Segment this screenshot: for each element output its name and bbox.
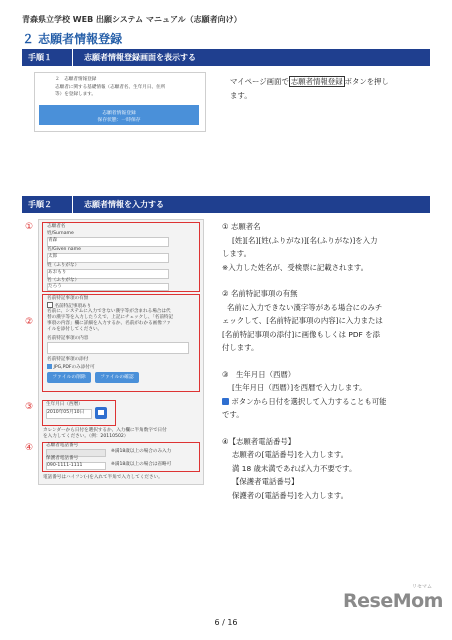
desc3-line2-row [222, 395, 434, 409]
sei-input[interactable]: 青森 [47, 237, 169, 247]
birth-label: 生年月日（西暦） [46, 402, 83, 407]
desc4-line1: 志願者の[電話番号]を入力します。 [232, 450, 349, 459]
name-label: 志願者名 [47, 224, 66, 229]
register-button-sample[interactable] [39, 105, 199, 125]
desc1-line2: します。 [222, 249, 251, 258]
attach-label: 名前特記事項の添付 [47, 357, 89, 362]
document-header: 青森県立学校 WEB 出願システム マニュアル（志願者向け） [22, 15, 242, 24]
guardian-tel-input[interactable]: 090-1111-1111 [46, 462, 106, 470]
step-divider [72, 49, 73, 66]
desc1-line3: ※入力した姓名が、受検票に記載されます。 [222, 262, 369, 272]
step-divider [72, 196, 73, 213]
step2-bar [22, 196, 430, 213]
calendar-button[interactable] [95, 407, 107, 419]
desc1-title: ① 志願者名 [222, 222, 261, 231]
desc2-line1: 名前に入力できない漢字等がある場合にのみチ [227, 302, 383, 312]
step1-bar [22, 49, 430, 66]
tel-hint: ※満18歳以上の場合のみ入力 [111, 449, 172, 454]
attach-hint: JPG,PDFのみ添付可 [53, 365, 95, 370]
desc2-title: ② 名前特記事項の有無 [222, 289, 298, 298]
special-content-label: 名前特記事項の内容 [47, 336, 89, 341]
step1-title: 志願者情報登録画面を表示する [84, 53, 196, 62]
section-title: ２ 志願者情報登録 [22, 32, 123, 46]
desc3-title: ③ 生年月日（西暦） [222, 369, 296, 379]
tel-label: 志願者電話番号 [46, 443, 79, 448]
step1-desc-line2: ます。 [230, 91, 252, 100]
special-content-input[interactable] [47, 342, 189, 354]
phone-footer-note: 電話番号はハイフン(-)を入れて半角で入力してください。 [43, 475, 163, 480]
desc2-line4: 付します。 [222, 343, 259, 352]
special-title: 名前特記事項の有無 [47, 296, 89, 301]
desc4-title: ④【志願者電話番号】 [222, 436, 296, 446]
mei-input[interactable]: 太郎 [47, 253, 169, 263]
special-checkbox-label: 名前特記事項あり [54, 304, 92, 309]
special-note-2: 替の漢字等を入力したうえで、上記にチェックし、「名前特記 [47, 315, 174, 320]
desc3-line1: [生年月日（西暦）]を西暦で入力します。 [232, 383, 367, 392]
sei-label: 姓/Surname [47, 231, 74, 236]
calendar-icon [98, 410, 104, 415]
step1-number: 手順１ [28, 53, 52, 62]
register-button-status: 保存状態：一時保存 [97, 118, 141, 123]
marker-4: ④ [25, 443, 34, 453]
step1-desc-pre: マイページ画面で [230, 77, 289, 86]
special-note-1: 名前に、システムに入力できない漢字等が含まれる場合は代 [47, 309, 171, 314]
birth-note-2: を入力してください。（例：20110502） [43, 434, 129, 439]
desc4-line4: 保護者の[電話番号]を入力します。 [232, 490, 349, 500]
desc1-line1: [姓][名][姓(ふりがな)][名(ふりがな)]を入力 [232, 235, 378, 245]
special-checkbox[interactable] [47, 302, 53, 308]
step1-screenshot [34, 72, 206, 132]
step2-title: 志願者情報を入力する [84, 200, 164, 209]
step1-desc-button: 志願者情報登録 [290, 77, 343, 86]
shot-heading: ２ 志願者情報登録 [55, 77, 97, 82]
resemom-ruby: リセマム [412, 584, 432, 590]
mei-label: 名/Given name [47, 247, 81, 252]
marker-2: ② [25, 317, 34, 327]
step2-form-screenshot [38, 219, 204, 485]
resemom-logo: ReseMom [343, 590, 443, 612]
desc3-line2: ボタンから日付を選択して入力することも可能 [231, 396, 387, 406]
step2-number: 手順２ [28, 200, 52, 209]
step1-description [230, 75, 389, 89]
file-delete-button[interactable]: ファイルの削除 [47, 372, 91, 383]
sei-kana-input[interactable]: あおもり [47, 269, 169, 279]
mei-kana-input[interactable]: たろう [47, 283, 169, 291]
desc4-line2: 満 18 歳未満であれば入力不要です。 [232, 463, 357, 473]
step1-desc-post: ボタンを押し [344, 77, 389, 86]
marker-1: ① [25, 222, 34, 232]
step2-descriptions [222, 220, 434, 502]
desc2-line3: [名前特記事項の添付]に画像もしくは PDF を添 [222, 329, 380, 339]
birth-note-1: カレンダーから日付を選択するか、入力欄に半角数字で日付 [43, 428, 167, 433]
attach-hint-row [47, 364, 95, 371]
register-button-label: 志願者情報登録 [102, 111, 136, 116]
shot-text-1: 志願者に関する基礎情報（志願者名、生年月日、住所 [55, 85, 166, 90]
special-note-3: 事項の内容」欄に詳細を入力するか、名前がわかる画像ファ [47, 321, 171, 326]
birth-input[interactable]: 2010年05月10日 [46, 409, 92, 419]
file-confirm-button[interactable]: ファイルの確認 [95, 372, 139, 383]
sei-kana-label: 姓（ふりがな） [47, 263, 80, 268]
special-note-4: イルを添付してください。 [47, 327, 103, 332]
guardian-tel-hint: ※満18歳以上の場合は省略可 [111, 462, 172, 467]
attach-icon [47, 364, 52, 369]
shot-text-2: 等）を登録します。 [55, 92, 96, 97]
calendar-icon [222, 398, 229, 405]
desc4-line3: 【保護者電話番号】 [232, 477, 299, 486]
page-number: 6 / 16 [214, 618, 238, 627]
desc2-line2: ェックして、[名前特記事項の内容]に入力または [222, 316, 383, 325]
guardian-tel-label: 保護者電話番号 [46, 456, 79, 461]
marker-3: ③ [25, 402, 34, 412]
desc3-line3: です。 [222, 410, 244, 419]
mei-kana-label: 名（ふりがな） [47, 278, 80, 283]
